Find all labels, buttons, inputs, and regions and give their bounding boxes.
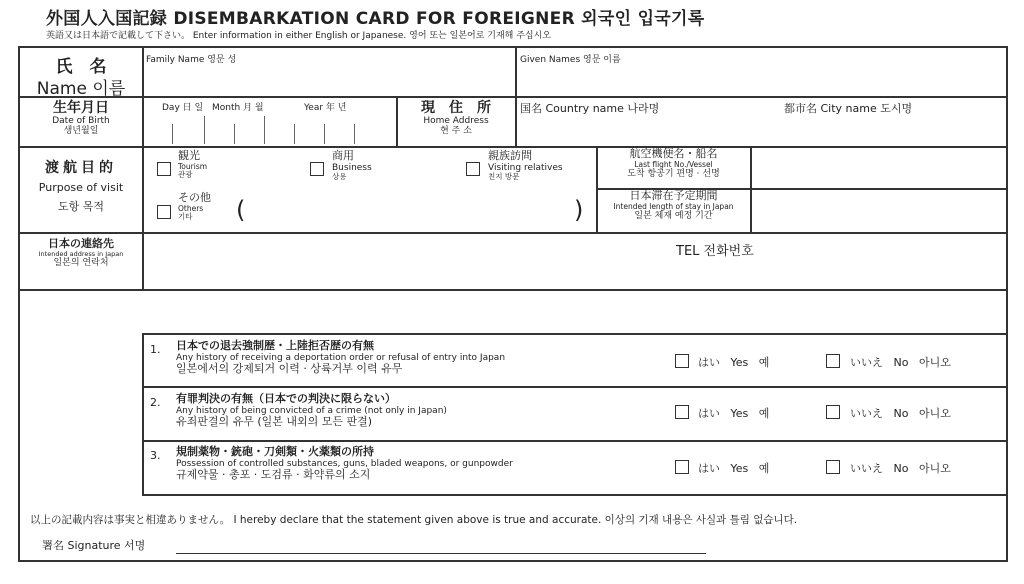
question-1-jp: 日本での退去強制歴・上陸拒否歴の有無 (176, 339, 374, 352)
no-jp: いいえ (850, 462, 883, 475)
dob-tick (264, 116, 265, 144)
yes-jp: はい (698, 407, 720, 420)
japan-address-field[interactable] (146, 236, 666, 286)
question-2 (176, 393, 447, 429)
country-name-field[interactable] (520, 116, 770, 144)
declaration-text: 以上の記載内容は事実と相違ありません。 I hereby declare that the statement given above is true and accurate. 이상의 기재 내용은 사실과 틀림 없습니다. (30, 514, 798, 526)
q2-yes-checkbox[interactable] (675, 405, 689, 419)
others-paren-close: ) (574, 196, 584, 224)
others-en: Others (178, 203, 204, 213)
business-jp: 商用 (332, 149, 354, 162)
purpose-label-kr: 도항 목적 (57, 199, 104, 213)
question-2-kr: 유죄판결의 유무 (일본 내외의 모든 판결) (176, 414, 373, 428)
contact-label (20, 238, 142, 268)
no-en: No (893, 356, 909, 369)
name-label-kr: 이름 (92, 79, 126, 99)
contact-label-jp: 日本の連絡先 (48, 237, 114, 250)
given-names-field[interactable] (520, 66, 1000, 92)
flight-label-en: Last flight No./Vessel (634, 159, 713, 169)
question-1-kr: 일본에서의 강제퇴거 이력 · 상륙거부 이력 유무 (176, 361, 403, 375)
q2-no-checkbox[interactable] (826, 405, 840, 419)
yes-kr: 예 (758, 462, 770, 475)
q3-no-checkbox[interactable] (826, 460, 840, 474)
purpose-label (20, 160, 142, 213)
country-name-label: 国名 Country name 나라명 (520, 102, 660, 115)
name-label-en: Name (36, 79, 87, 99)
family-name-label: Family Name 영문 성 (146, 55, 237, 65)
name-label-en-kr (20, 74, 142, 99)
visiting-en: Visiting relatives (488, 162, 563, 173)
no-jp: いいえ (850, 407, 883, 420)
instruction-text: 英語又は日本語で記載して下さい。 Enter information in either English or Japanese. 영어 또는 일본어로 기재해 주십시오 (46, 31, 551, 41)
questions-bottom (142, 494, 1008, 496)
month-label: Month 月 월 (212, 103, 264, 113)
tourism-kr: 관광 (178, 170, 193, 180)
no-kr: 아니오 (918, 356, 951, 369)
tel-label: TEL 전화번호 (676, 244, 754, 259)
row-divider (18, 232, 1008, 234)
yes-kr: 예 (758, 356, 770, 369)
dob-label-en: Date of Birth (52, 116, 110, 127)
no-jp: いいえ (850, 356, 883, 369)
business-option (332, 150, 372, 182)
frame-right (1006, 46, 1008, 562)
business-en: Business (332, 162, 372, 173)
dob-tick (354, 124, 355, 144)
purpose-label-en: Purpose of visit (38, 181, 124, 195)
questions-divider (142, 440, 1008, 442)
name-split (515, 46, 517, 96)
q3-yes-checkbox[interactable] (675, 460, 689, 474)
label-divider (142, 46, 144, 290)
yes-en: Yes (730, 356, 749, 369)
no-kr: 아니오 (918, 462, 951, 475)
row-divider (18, 96, 1008, 98)
others-option (178, 192, 211, 222)
dob-field[interactable] (146, 114, 392, 144)
question-2-en: Any history of being convicted of a crime (not only in Japan) (176, 405, 447, 416)
tourism-checkbox[interactable] (157, 162, 171, 176)
signature-field[interactable] (176, 532, 706, 554)
yes-en: Yes (730, 462, 749, 475)
question-1-num: 1. (150, 343, 161, 356)
questions-left (142, 333, 144, 495)
contact-label-kr: 일본의 연락처 (53, 258, 109, 269)
dob-tick (234, 124, 235, 144)
city-name-field[interactable] (784, 116, 1000, 144)
dob-tick (324, 124, 325, 144)
flight-number-field[interactable] (754, 150, 1002, 184)
others-field[interactable] (252, 198, 568, 226)
question-3-kr: 규제약물 · 총포 · 도검류 · 화약류의 소지 (176, 467, 371, 481)
year-label: Year 年 년 (304, 103, 347, 113)
given-names-label: Given Names 영문 이름 (520, 55, 621, 65)
q2-yes-label (698, 405, 769, 421)
visiting-relatives-checkbox[interactable] (466, 162, 480, 176)
yes-jp: はい (698, 462, 720, 475)
visiting-kr: 친지 방문 (488, 171, 520, 181)
q2-no-label (850, 405, 951, 421)
tourism-option (178, 150, 207, 180)
stay-length-field[interactable] (754, 192, 1002, 228)
row-divider (18, 146, 1008, 148)
row-divider (18, 289, 1008, 291)
dob-tick (294, 124, 295, 144)
q1-no-checkbox[interactable] (826, 354, 840, 368)
q1-no-label (850, 354, 951, 370)
q3-yes-label (698, 460, 769, 476)
family-name-field[interactable] (146, 66, 506, 92)
questions-divider (142, 386, 1008, 388)
yes-en: Yes (730, 407, 749, 420)
tel-field[interactable] (676, 258, 1000, 286)
name-label-jp: 氏 名 (55, 57, 107, 77)
question-1-en: Any history of receiving a deportation order or refusal of entry into Japan (176, 352, 506, 363)
question-3 (176, 446, 513, 482)
dob-tick (204, 116, 205, 144)
city-name-label: 都市名 City name 도시명 (784, 102, 913, 115)
card-title: 外国人入国記録 DISEMBARKATION CARD FOR FOREIGNER 외국인 입국기록 (46, 9, 705, 29)
no-en: No (893, 462, 909, 475)
flight-label (597, 148, 750, 180)
dob-label-jp: 生年月日 (53, 100, 109, 116)
address-label (398, 100, 514, 137)
q1-yes-label (698, 354, 769, 370)
day-label: Day 日 일 (162, 103, 204, 113)
dob-label (20, 100, 142, 137)
dob-tick (172, 124, 173, 144)
yes-kr: 예 (758, 407, 770, 420)
others-kr: 기타 (178, 212, 193, 222)
q1-yes-checkbox[interactable] (675, 354, 689, 368)
tourism-en: Tourism (178, 161, 208, 171)
contact-label-en: Intended address in Japan (38, 249, 124, 258)
flight-label-kr: 도착 항공기 편명 · 선명 (627, 169, 720, 180)
purpose-label-jp: 渡航目的 (45, 160, 117, 176)
tourism-jp: 観光 (178, 149, 200, 162)
no-en: No (893, 407, 909, 420)
others-paren-open: ( (236, 196, 246, 224)
question-3-en: Possession of controlled substances, guns, bladed weapons, or gunpowder (176, 458, 513, 469)
question-1 (176, 340, 505, 376)
stay-label-jp: 日本滞在予定期間 (629, 189, 718, 202)
question-2-jp: 有罪判決の有無（日本での判決に限らない） (176, 392, 396, 405)
signature-label: 署名 Signature 서명 (42, 539, 146, 552)
stay-label-kr: 일본 체재 예정 기간 (634, 211, 713, 222)
questions-top (142, 333, 1008, 335)
question-3-jp: 規制薬物・銃砲・刀剣類・火薬類の所持 (176, 445, 374, 458)
yes-jp: はい (698, 356, 720, 369)
address-label-en: Home Address (423, 116, 489, 127)
q3-no-label (850, 460, 951, 476)
visiting-jp: 親族訪問 (488, 149, 532, 162)
flight-label-jp: 航空機便名・船名 (629, 147, 718, 160)
frame-top (18, 46, 1008, 48)
stay-label-en: Intended length of stay in Japan (613, 201, 734, 211)
others-jp: その他 (178, 191, 211, 204)
no-kr: 아니오 (918, 407, 951, 420)
address-split (515, 96, 517, 146)
business-kr: 상용 (332, 171, 347, 181)
question-2-num: 2. (150, 396, 161, 409)
stay-label (597, 190, 750, 222)
others-checkbox[interactable] (157, 205, 171, 219)
frame-bottom (18, 560, 1008, 562)
visiting-relatives-option (488, 150, 563, 182)
business-checkbox[interactable] (310, 162, 324, 176)
question-3-num: 3. (150, 449, 161, 462)
address-label-kr: 현 주 소 (440, 126, 472, 137)
dob-label-kr: 생년월일 (63, 126, 99, 137)
address-label-jp: 現 住 所 (421, 100, 491, 116)
